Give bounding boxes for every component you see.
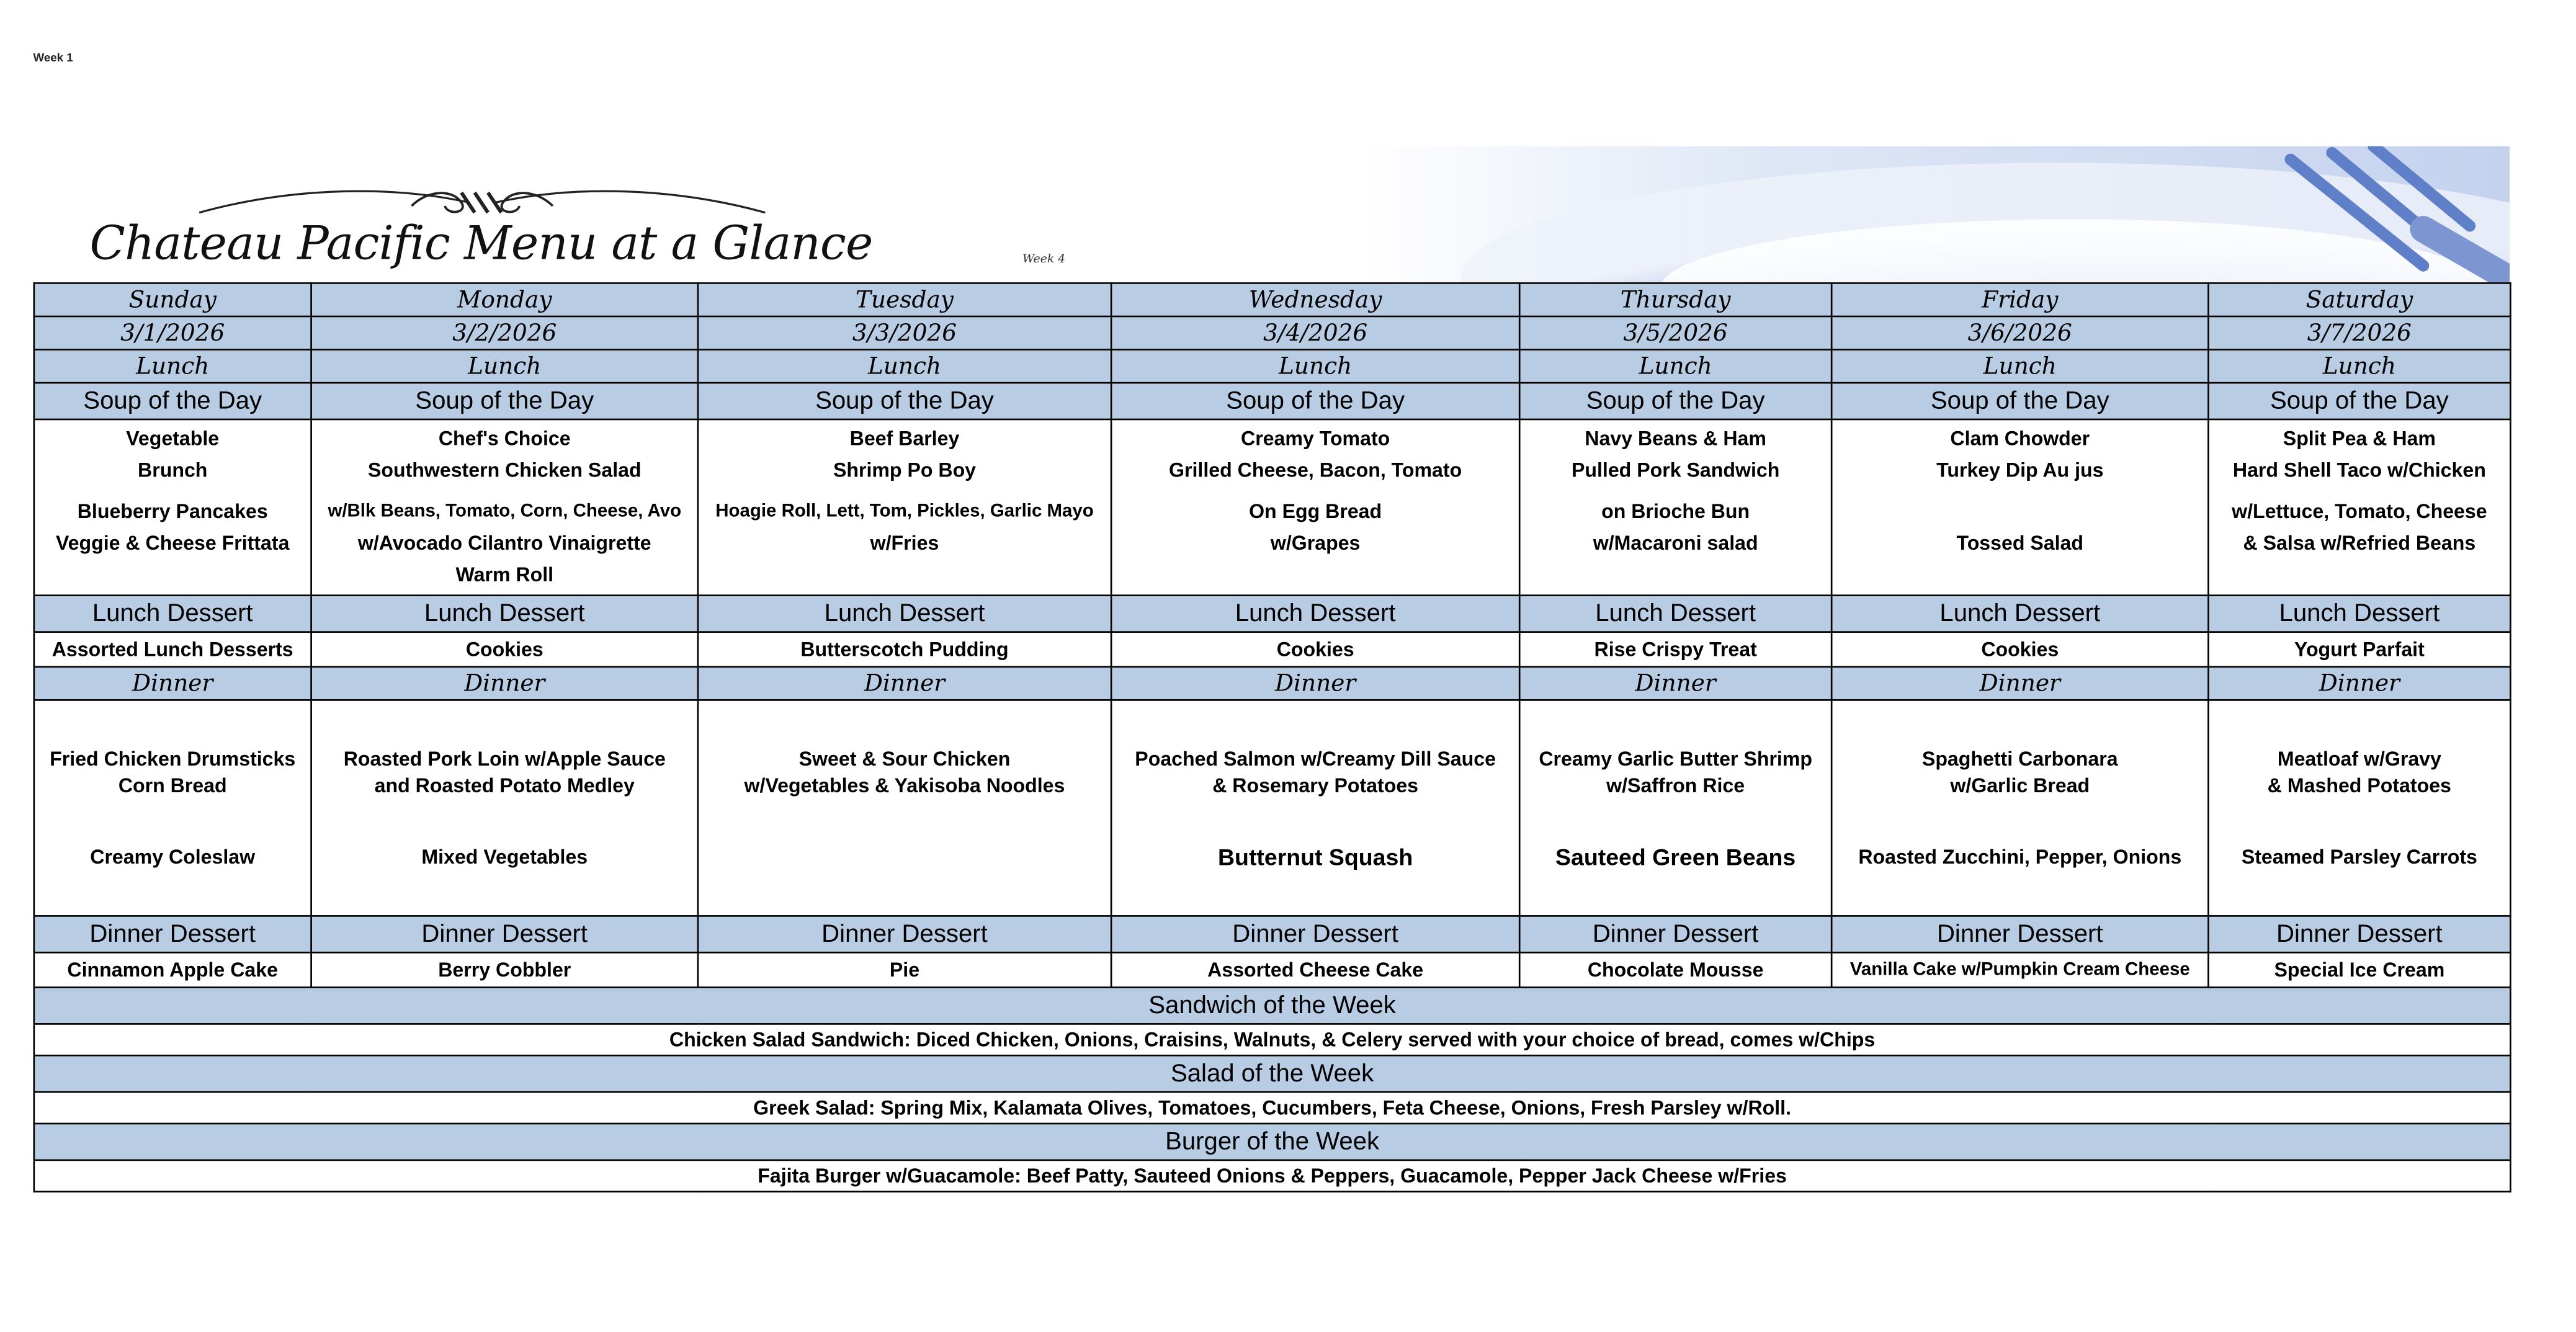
dinner-item [1836,799,2204,844]
dinner-item [702,844,1107,870]
dinner-dessert: Vanilla Cake w/Pumpkin Cream Cheese [1831,952,2208,987]
lunch-item [702,486,1107,496]
dinner-dessert-label: Dinner Dessert [1111,916,1519,952]
lunch-item [2212,560,2507,591]
lunch-item [1836,560,2204,591]
dinner-items-cell [311,700,698,916]
burger-of-the-week-desc-row [34,1160,2510,1192]
dinner-items-cell [34,700,311,916]
lunch-item [38,486,307,496]
dinner-label: Dinner [2208,667,2510,700]
weekly-menu-table [34,282,2511,1192]
dinner-item: Meatloaf w/Gravy [2277,747,2441,771]
lunch-item: w/Avocado Cilantro Vinaigrette [357,531,651,555]
lunch-items-cell [34,419,311,596]
lunch-label: Lunch [698,350,1111,383]
day-date: 3/1/2026 [34,316,311,350]
dinner-label: Dinner [1831,667,2208,700]
lunch-label: Lunch [1519,350,1831,383]
dinner-item [38,799,307,844]
lunch-items-cell [1519,419,1831,596]
dinner-item: Sweet & Sour Chicken [798,747,1011,771]
dinner-item: Creamy Garlic Butter Shrimp [1539,747,1813,771]
dinner-item: Spaghetti Carbonara [1921,747,2118,771]
soup-of-the-day-label: Soup of the Day [1111,383,1519,419]
lunch-item: Pulled Pork Sandwich [1571,458,1780,482]
dinner-item: Corn Bread [118,774,227,797]
lunch-item [1116,486,1516,496]
lunch-item: Chef's Choice [438,427,571,450]
dinner-item: w/Saffron Rice [1606,774,1745,797]
lunch-item: Split Pea & Ham [2283,427,2436,450]
lunch-item: w/Lettuce, Tomato, Cheese [2232,499,2487,524]
dinner-dessert-row [34,952,2510,987]
dinner-dessert: Assorted Cheese Cake [1111,952,1519,987]
lunch-items-cell [1831,419,2208,596]
salad-of-the-week-desc-row [34,1092,2510,1124]
day-name: Saturday [2208,283,2510,316]
lunch-item: w/Fries [870,531,939,555]
lunch-dessert-label: Lunch Dessert [1111,596,1519,632]
lunch-dessert: Butterscotch Pudding [698,632,1111,667]
dinner-item: w/Vegetables & Yakisoba Noodles [744,774,1065,797]
dinner-item: w/Garlic Bread [1950,774,2090,797]
lunch-item: Beef Barley [849,427,960,450]
soup-of-the-day-label: Soup of the Day [311,383,698,419]
dinner-items-cell [1831,700,2208,916]
lunch-item: on Brioche Bun [1601,499,1750,524]
dinner-item: Fried Chicken Drumsticks [50,747,296,771]
dinner-dessert-label: Dinner Dessert [1519,916,1831,952]
dinner-dessert-label: Dinner Dessert [698,916,1111,952]
lunch-item [38,560,307,591]
sandwich-of-the-week-description: Chicken Salad Sandwich: Diced Chicken, Onions, Craisins, Walnuts, & Celery served with your choice of bread, comes w/Chips [34,1024,2510,1055]
date-row [34,316,2510,350]
dinner-item: Butternut Squash [1218,843,1413,870]
dinner-label: Dinner [1519,667,1831,700]
week-label: Week 1 [33,53,73,65]
lunch-item: Tossed Salad [1956,531,2084,555]
lunch-dessert: Rise Crispy Treat [1519,632,1831,667]
lunch-items-cell [1111,419,1519,596]
dinner-dessert: Cinnamon Apple Cake [34,952,311,987]
plate-fork-banner-icon [1361,146,2510,283]
soup-of-the-day-label: Soup of the Day [1831,383,2208,419]
sandwich-of-the-week-label: Sandwich of the Week [34,988,2510,1024]
dinner-item: Creamy Coleslaw [90,845,256,869]
soup-of-the-day-label: Soup of the Day [2208,383,2510,419]
burger-of-the-week-header-row [34,1124,2510,1160]
lunch-dessert: Yogurt Parfait [2208,632,2510,667]
lunch-item: Turkey Dip Au jus [1936,458,2104,482]
dinner-item: Sauteed Green Beans [1555,843,1796,870]
lunch-item: Grilled Cheese, Bacon, Tomato [1169,458,1462,482]
lunch-label: Lunch [2208,350,2510,383]
dinner-dessert: Chocolate Mousse [1519,952,1831,987]
dinner-item: & Rosemary Potatoes [1212,774,1419,797]
lunch-item: Brunch [138,458,208,482]
soup-of-the-day-label: Soup of the Day [698,383,1111,419]
dinner-item: Roasted Zucchini, Pepper, Onions [1858,845,2182,869]
lunch-item: Clam Chowder [1950,427,2090,450]
day-date: 3/4/2026 [1111,316,1519,350]
lunch-dessert-label-row [34,596,2510,632]
dinner-dessert: Special Ice Cream [2208,952,2510,987]
lunch-item: w/Macaroni salad [1593,531,1758,555]
page-title: Chateau Pacific Menu at a Glance [89,216,873,271]
lunch-item: On Egg Bread [1249,499,1382,524]
dinner-dessert-label: Dinner Dessert [1831,916,2208,952]
lunch-item: Shrimp Po Boy [833,458,977,482]
dinner-label: Dinner [34,667,311,700]
salad-of-the-week-label: Salad of the Week [34,1055,2510,1092]
lunch-label: Lunch [1111,350,1519,383]
dinner-item [702,799,1107,844]
lunch-item: Veggie & Cheese Frittata [55,531,290,555]
day-name: Tuesday [698,283,1111,316]
lunch-items-cell [698,419,1111,596]
lunch-dessert-label: Lunch Dessert [311,596,698,632]
small-week-label: Week 4 [1022,252,1066,266]
soup-label-row [34,383,2510,419]
lunch-label: Lunch [34,350,311,383]
lunch-item: Southwestern Chicken Salad [367,458,642,482]
dinner-items-cell [698,700,1111,916]
day-date: 3/2/2026 [311,316,698,350]
dinner-label: Dinner [311,667,698,700]
burger-of-the-week-label: Burger of the Week [34,1124,2510,1160]
lunch-item [1524,560,1828,591]
lunch-item [1524,486,1828,496]
lunch-item: Creamy Tomato [1241,427,1390,450]
dinner-items-row [34,700,2510,916]
sandwich-of-the-week-desc-row [34,1024,2510,1055]
dinner-item: Steamed Parsley Carrots [2241,845,2477,869]
lunch-item: w/Grapes [1270,531,1361,555]
lunch-item [1836,496,2204,528]
lunch-item: Blueberry Pancakes [77,499,268,524]
dinner-label-row [34,667,2510,700]
dinner-item: Mixed Vegetables [421,845,588,869]
dinner-item [1524,799,1828,844]
soup-of-the-day-label: Soup of the Day [34,383,311,419]
lunch-dessert-label: Lunch Dessert [698,596,1111,632]
lunch-item [2212,486,2507,496]
lunch-label: Lunch [311,350,698,383]
dinner-item [315,799,694,844]
lunch-dessert-label: Lunch Dessert [1519,596,1831,632]
salad-of-the-week-description: Greek Salad: Spring Mix, Kalamata Olives, Tomatoes, Cucumbers, Feta Cheese, Onions, Fresh Parsley w/Roll. [34,1092,2510,1124]
lunch-item: Vegetable [126,427,220,450]
dinner-item: & Mashed Potatoes [2267,774,2451,797]
day-name: Monday [311,283,698,316]
day-name: Thursday [1519,283,1831,316]
dinner-dessert-label: Dinner Dessert [2208,916,2510,952]
lunch-item: Navy Beans & Ham [1585,427,1766,450]
dinner-items-cell [1519,700,1831,916]
dinner-dessert-label-row [34,916,2510,952]
dinner-item: and Roasted Potato Medley [374,774,635,797]
lunch-item [315,486,694,496]
dinner-item [1116,799,1516,844]
lunch-dessert: Cookies [311,632,698,667]
lunch-label: Lunch [1831,350,2208,383]
dinner-item [2212,799,2507,844]
lunch-dessert-label: Lunch Dessert [1831,596,2208,632]
dinner-dessert: Pie [698,952,1111,987]
dinner-dessert: Berry Cobbler [311,952,698,987]
dinner-dessert-label: Dinner Dessert [311,916,698,952]
lunch-items-row [34,419,2510,596]
lunch-item: & Salsa w/Refried Beans [2243,531,2476,555]
day-date: 3/3/2026 [698,316,1111,350]
salad-of-the-week-header-row [34,1055,2510,1092]
dinner-item: Roasted Pork Loin w/Apple Sauce [343,747,666,771]
day-name: Wednesday [1111,283,1519,316]
day-name: Sunday [34,283,311,316]
lunch-item [1836,486,2204,496]
day-name: Friday [1831,283,2208,316]
dinner-label: Dinner [698,667,1111,700]
dinner-items-cell [2208,700,2510,916]
lunch-item: Warm Roll [455,563,554,587]
day-date: 3/5/2026 [1519,316,1831,350]
day-name-row [34,283,2510,316]
lunch-items-cell [311,419,698,596]
sandwich-of-the-week-header-row [34,988,2510,1024]
burger-of-the-week-description: Fajita Burger w/Guacamole: Beef Patty, Sauteed Onions & Peppers, Guacamole, Pepper Jack Cheese w/Fries [34,1160,2510,1192]
lunch-dessert-label: Lunch Dessert [34,596,311,632]
lunch-dessert: Cookies [1111,632,1519,667]
lunch-label-row [34,350,2510,383]
lunch-dessert: Assorted Lunch Desserts [34,632,311,667]
lunch-item [702,560,1107,591]
lunch-item: Hoagie Roll, Lett, Tom, Pickles, Garlic Mayo [715,501,1094,522]
day-date: 3/6/2026 [1831,316,2208,350]
dinner-dessert-label: Dinner Dessert [34,916,311,952]
lunch-item [1116,560,1516,591]
soup-of-the-day-label: Soup of the Day [1519,383,1831,419]
dinner-label: Dinner [1111,667,1519,700]
lunch-dessert: Cookies [1831,632,2208,667]
lunch-dessert-label: Lunch Dessert [2208,596,2510,632]
dinner-items-cell [1111,700,1519,916]
day-date: 3/7/2026 [2208,316,2510,350]
lunch-item: Hard Shell Taco w/Chicken [2232,458,2486,482]
lunch-items-cell [2208,419,2510,596]
lunch-dessert-row [34,632,2510,667]
dinner-item: Poached Salmon w/Creamy Dill Sauce [1135,747,1496,771]
lunch-item: w/Blk Beans, Tomato, Corn, Cheese, Avo [328,501,682,522]
